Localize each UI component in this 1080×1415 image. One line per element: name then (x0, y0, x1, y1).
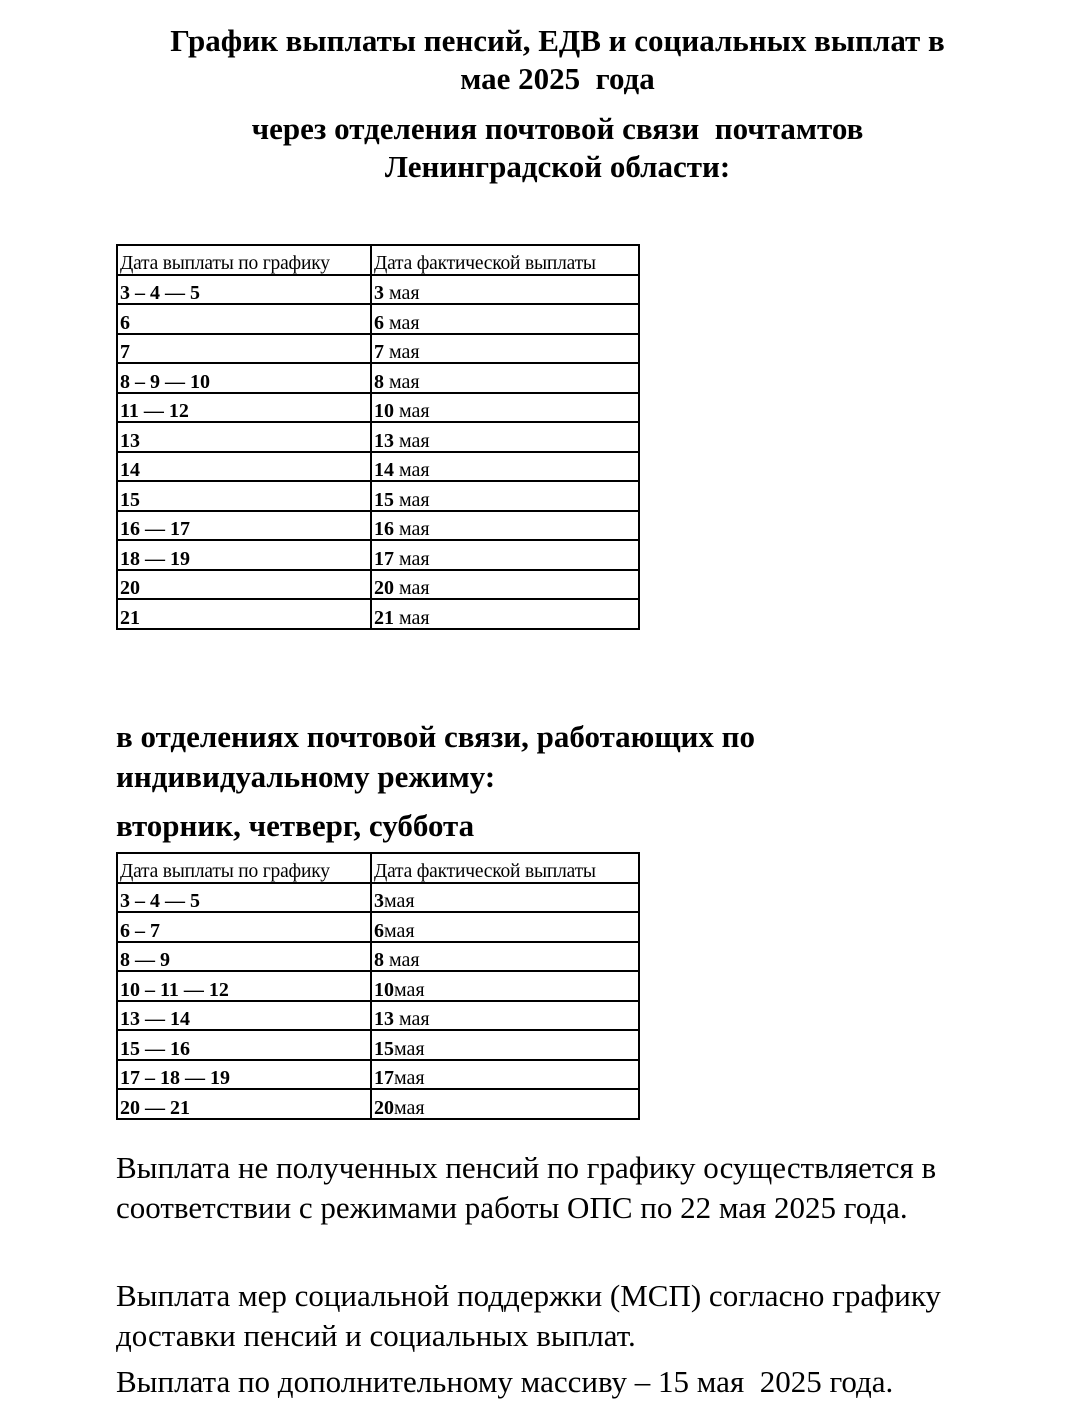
scheduled-date: 11 — 12 (120, 400, 189, 422)
scheduled-date-cell (117, 511, 371, 541)
table-header-row (117, 245, 639, 275)
note-unreceived-pensions: Выплата не полученных пенсий по графику осуществляется в соответствии с режимами работы ОПС по 22 мая 2025 года. (116, 1150, 944, 1225)
actual-date-cell (371, 363, 639, 393)
scheduled-date-cell (117, 452, 371, 482)
scheduled-date-cell (117, 1030, 371, 1060)
month-label: мая (399, 459, 430, 481)
month-label: мая (394, 1037, 425, 1060)
month-label: мая (399, 400, 430, 422)
actual-day: 17 (374, 1067, 394, 1089)
table-row (117, 275, 639, 305)
table-row (117, 912, 639, 942)
actual-day: 17 (374, 547, 394, 570)
scheduled-date: 13 — 14 (120, 1008, 190, 1030)
scheduled-date-cell (117, 363, 371, 393)
actual-date-cell (371, 570, 639, 600)
title-line-1: График выплаты пенсий, ЕДВ и социальных выплат в (170, 23, 945, 58)
individual-mode-heading (116, 717, 755, 797)
table-header-row (117, 853, 639, 883)
scheduled-date: 15 — 16 (120, 1037, 190, 1060)
scheduled-date-cell (117, 481, 371, 511)
table-row (117, 599, 639, 629)
scheduled-date-cell (117, 1001, 371, 1031)
working-days: вторник, четверг, суббота (116, 808, 475, 843)
scheduled-date: 16 — 17 (120, 518, 190, 540)
actual-date-cell (371, 1001, 639, 1031)
month-label: мая (394, 1096, 425, 1119)
scheduled-date-cell (117, 883, 371, 913)
table-row (117, 942, 639, 972)
scheduled-date: 6 – 7 (120, 919, 160, 942)
subtitle-line-2: Ленинградской области: (384, 149, 731, 184)
actual-day: 7 (374, 341, 384, 363)
actual-date-cell (371, 511, 639, 541)
actual-day: 20 (374, 1096, 394, 1119)
month-label: мая (389, 341, 420, 363)
scheduled-date: 20 (120, 577, 140, 599)
actual-day: 3 (374, 282, 384, 304)
table-row (117, 481, 639, 511)
scheduled-date-cell (117, 422, 371, 452)
actual-date-cell (371, 942, 639, 972)
table-row (117, 1030, 639, 1060)
table-row (117, 334, 639, 364)
note-additional-array: Выплата по дополнительному массиву – 15 мая 2025 года. (116, 1364, 894, 1399)
scheduled-date: 20 — 21 (120, 1096, 190, 1119)
table-row (117, 1060, 639, 1090)
actual-date-cell (371, 1030, 639, 1060)
header-scheduled-date: Дата выплаты по графику (117, 853, 371, 883)
scheduled-date: 17 – 18 — 19 (120, 1067, 230, 1089)
table-row (117, 1089, 639, 1119)
scheduled-date: 8 – 9 — 10 (120, 370, 210, 393)
actual-date-cell (371, 481, 639, 511)
header-actual-date: Дата фактической выплаты (371, 245, 639, 275)
actual-date-cell (371, 912, 639, 942)
header-scheduled-date: Дата выплаты по графику (117, 245, 371, 275)
scheduled-date: 6 (120, 311, 130, 334)
actual-day: 8 (374, 370, 384, 393)
actual-day: 13 (374, 429, 394, 452)
actual-date-cell (371, 971, 639, 1001)
table-row (117, 452, 639, 482)
month-label: мая (399, 606, 430, 629)
actual-date-cell (371, 334, 639, 364)
actual-day: 3 (374, 890, 384, 912)
scheduled-date-cell (117, 540, 371, 570)
actual-day: 16 (374, 518, 394, 540)
scheduled-date-cell (117, 971, 371, 1001)
actual-date-cell (371, 422, 639, 452)
table-row (117, 1001, 639, 1031)
document-title (0, 22, 1080, 98)
scheduled-date: 3 – 4 — 5 (120, 890, 200, 912)
individual-mode-line-2: индивидуальному режиму: (116, 759, 496, 794)
month-label: мая (399, 488, 430, 511)
scheduled-date-cell (117, 942, 371, 972)
table-row (117, 393, 639, 423)
table-row (117, 570, 639, 600)
scheduled-date: 14 (120, 459, 140, 481)
table-row (117, 511, 639, 541)
title-line-2: мае 2025 года (460, 61, 655, 96)
scheduled-date-cell (117, 334, 371, 364)
month-label: мая (394, 978, 425, 1001)
actual-day: 15 (374, 488, 394, 511)
month-label: мая (399, 1008, 430, 1030)
document-subtitle (0, 110, 1080, 186)
table-row (117, 422, 639, 452)
month-label: мая (389, 949, 420, 971)
scheduled-date-cell (117, 599, 371, 629)
month-label: мая (389, 370, 420, 393)
actual-day: 14 (374, 459, 394, 481)
scheduled-date-cell (117, 304, 371, 334)
scheduled-date: 10 – 11 — 12 (120, 978, 229, 1001)
actual-day: 15 (374, 1037, 394, 1060)
actual-day: 20 (374, 577, 394, 599)
table-row (117, 363, 639, 393)
actual-date-cell (371, 452, 639, 482)
month-label: мая (399, 577, 430, 599)
actual-day: 8 (374, 949, 384, 971)
subtitle-line-1: через отделения почтовой связи почтамтов (251, 111, 864, 146)
actual-date-cell (371, 599, 639, 629)
month-label: мая (399, 429, 430, 452)
actual-day: 6 (374, 919, 384, 942)
scheduled-date-cell (117, 393, 371, 423)
table-row (117, 971, 639, 1001)
actual-date-cell (371, 275, 639, 305)
actual-date-cell (371, 1060, 639, 1090)
actual-date-cell (371, 883, 639, 913)
actual-day: 21 (374, 606, 394, 629)
scheduled-date-cell (117, 912, 371, 942)
month-label: мая (389, 311, 420, 334)
month-label: мая (384, 919, 415, 942)
actual-day: 13 (374, 1008, 394, 1030)
scheduled-date: 3 – 4 — 5 (120, 282, 200, 304)
scheduled-date-cell (117, 570, 371, 600)
scheduled-date: 7 (120, 341, 130, 363)
payment-schedule-table-individual (116, 852, 640, 1120)
payment-schedule-table-regular (116, 244, 640, 630)
scheduled-date-cell (117, 1060, 371, 1090)
scheduled-date: 15 (120, 488, 140, 511)
scheduled-date-cell (117, 275, 371, 305)
month-label: мая (399, 518, 430, 540)
header-actual-date: Дата фактической выплаты (371, 853, 639, 883)
table-row (117, 540, 639, 570)
scheduled-date: 8 — 9 (120, 949, 170, 971)
table-row (117, 883, 639, 913)
table-row (117, 304, 639, 334)
actual-day: 10 (374, 400, 394, 422)
scheduled-date: 13 (120, 429, 140, 452)
actual-date-cell (371, 393, 639, 423)
actual-day: 6 (374, 311, 384, 334)
actual-date-cell (371, 304, 639, 334)
scheduled-date: 21 (120, 606, 140, 629)
individual-mode-line-1: в отделениях почтовой связи, работающих по (116, 719, 756, 754)
scheduled-date-cell (117, 1089, 371, 1119)
month-label: мая (384, 890, 415, 912)
scheduled-date: 18 — 19 (120, 547, 190, 570)
month-label: мая (399, 547, 430, 570)
actual-date-cell (371, 540, 639, 570)
actual-date-cell (371, 1089, 639, 1119)
note-social-support: Выплата мер социальной поддержки (МСП) согласно графику доставки пенсий и социальных выплат. (116, 1278, 941, 1353)
month-label: мая (394, 1067, 425, 1089)
month-label: мая (389, 282, 420, 304)
actual-day: 10 (374, 978, 394, 1001)
